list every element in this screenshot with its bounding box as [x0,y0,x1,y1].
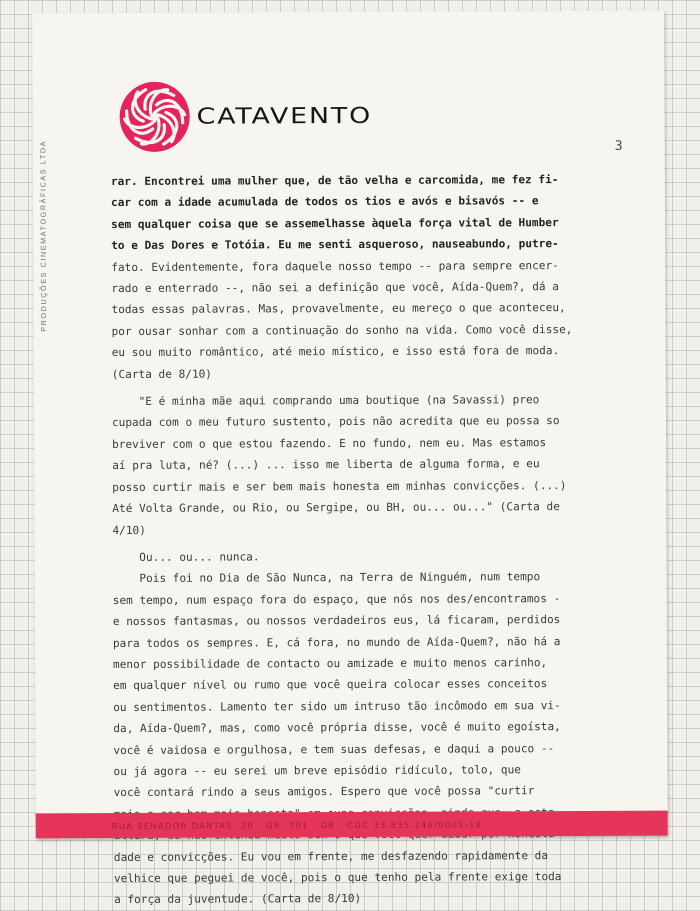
body-line: Pois foi no Dia de São Nunca, na Terra de Ninguém, num tempo [112,570,541,586]
body-line: Até Volta Grande, ou Rio, ou Sergipe, ou BH, ou... ou..." (Carta de [112,500,560,516]
body-line: cupada com o meu futuro sustento, pois não acredita que eu possa so [111,414,560,430]
body-line: ou sentimentos. Lamento ter sido um intruso tão incômodo em sua vi- [113,698,561,714]
body-line: sem qualquer coisa que se assemelhasse àquela força vital de Humber [111,215,559,231]
body-line: dade e convicções. Eu vou em frente, me desfazendo rapidamente da [113,848,549,864]
body-line: rado e enterrado --, não sei a definição que você, Aída-Quem?, dá a [111,280,559,296]
body-line: to e Das Dores e Totóia. Eu me senti asqueroso, nauseabundo, putre- [111,237,559,253]
footer-address: RUA SENADOR DANTAS, 20 · GR. 701 · GB · CGC 33.835.246/0001-18 [111,818,483,831]
body-line: a força da juventude. (Carta de 8/10) [114,892,362,907]
body-line: posso curtir mais e ser bem mais honesta em minhas convicções. (...) [112,478,567,494]
body-line: ou já agora -- eu serei um breve episódio ridículo, tolo, que [113,763,521,779]
body-line: breviver com o que estou fazendo. E no fundo, nem eu. Mas estamos [112,436,547,451]
company-vertical-text: PRODUÇÕES CINEMATOGRÁFICAS LTDA [38,139,49,332]
body-line: você contará rindo a seus amigos. Espero que você possa "curtir [113,784,535,800]
body-line: (Carta de 8/10) [111,367,212,381]
body-line: Ou... ou... nunca. [112,550,260,564]
body-line: car com a idade acumulada de todos os tios e avós e bisavós -- e [111,194,539,210]
footer-bar [36,811,668,839]
body-line: todas essas palavras. Mas, provavelmente, eu mereço o que aconteceu, [111,301,566,317]
brand-name: CATAVENTO [196,103,373,130]
body-line: menor possibilidade de contacto ou amizade e muito menos carinho, [113,656,548,671]
body-line: rar. Encontrei uma mulher que, de tão velha e carcomida, me fez fi- [110,173,559,189]
body-line: 4/10) [112,523,146,537]
pinwheel-spiral-icon [118,81,190,153]
body-line: você é vaidosa e orgulhosa, e tem suas defesas, e daqui a pouco -- [113,741,555,757]
body-line: para todos os sempres. E, cá fora, no mundo de Aída-Quem?, não há a [112,634,561,650]
letter-page [32,11,668,907]
body-line: eu sou muito romântico, até meio místico, e isso está fora de moda. [111,344,560,360]
body-line: da, Aída-Quem?, mas, como você própria disse, você é muito egoísta, [113,720,561,736]
body-line: fato. Evidentemente, fora daquele nosso tempo -- para sempre encer- [111,258,559,274]
body-line: velhice que peguei de você, pois o que tenho pela frente exige toda [113,870,562,886]
body-line: "E é minha mãe aqui comprando uma boutique (na Savassi) preo [111,393,540,409]
letter-body [111,169,659,911]
body-line: em qualquer nível ou rumo que você queira colocar esses conceitos [113,677,548,693]
body-line: por ousar sonhar com a continuação do sonho na vida. Como você disse, [111,322,573,338]
body-line: aí pra luta, né? (...) ... isso me liberta de alguma forma, e eu [112,457,540,473]
body-line: e nossos fantasmas, ou nossos verdadeiros eus, lá ficaram, perdidos [112,613,561,629]
page-number: 3 [614,138,623,154]
body-line: sem tempo, num espaço fora do espaço, que nós nos des/encontramos - [112,591,561,607]
letterhead-logo [118,80,373,153]
